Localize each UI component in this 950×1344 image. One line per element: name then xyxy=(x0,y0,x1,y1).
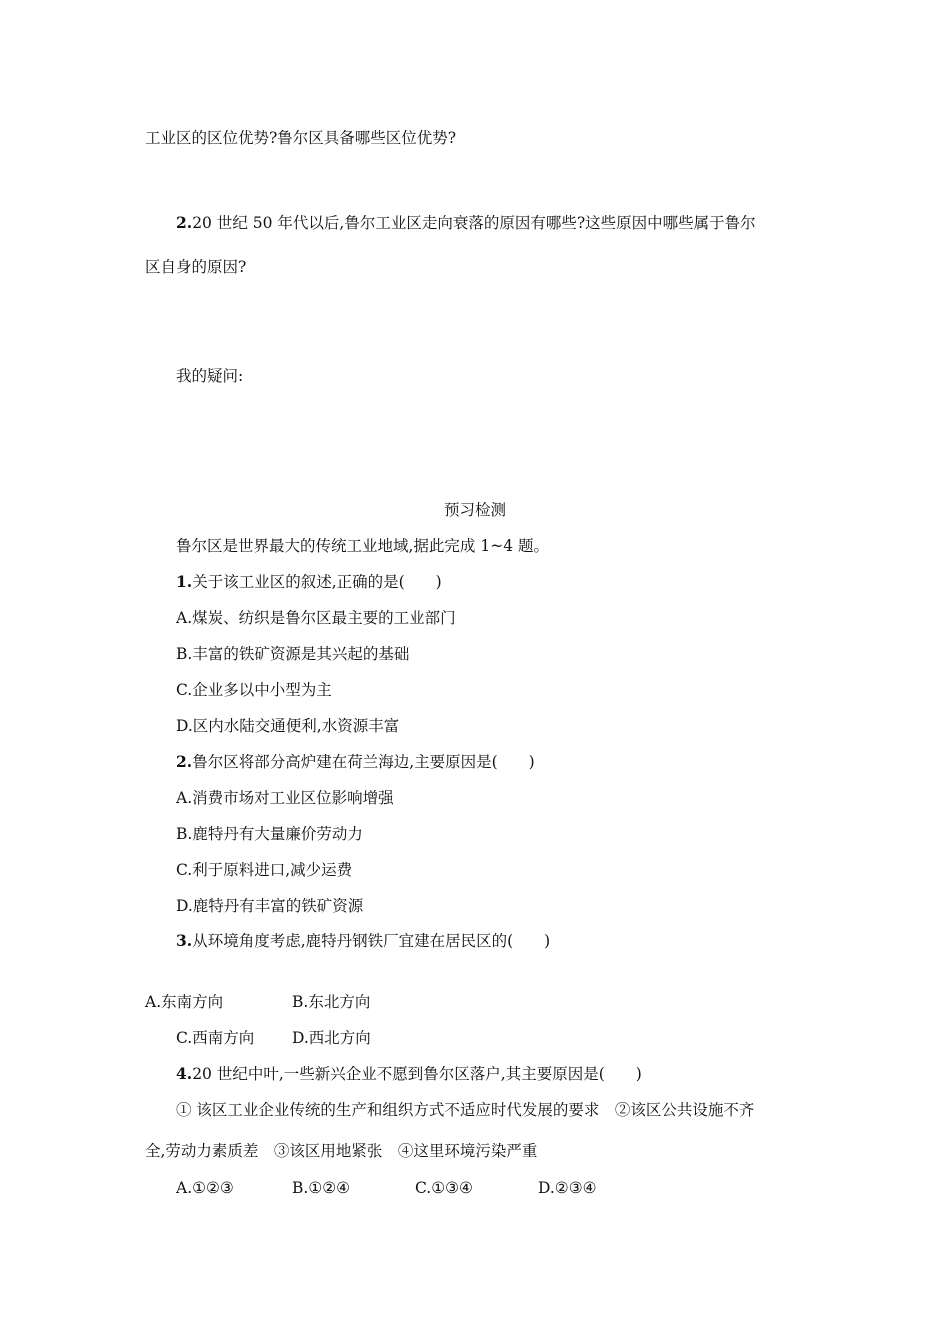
my-questions-label: 我的疑问: xyxy=(176,367,244,385)
question-3-option-a: A.东南方向 xyxy=(145,993,224,1011)
guide-line-1: 工业区的区位优势?鲁尔区具备哪些区位优势? xyxy=(145,129,457,147)
question-2-stem: 2.鲁尔区将部分高炉建在荷兰海边,主要原因是( ) xyxy=(176,752,535,771)
question-4-statements-line-2: 全,劳动力素质差 ③该区用地紧张 ④这里环境污染严重 xyxy=(145,1142,538,1160)
question-1-stem: 1.关于该工业区的叙述,正确的是( ) xyxy=(176,572,442,591)
question-1-option-b: B.丰富的铁矿资源是其兴起的基础 xyxy=(176,645,410,663)
question-4-option-a: A.①②③ xyxy=(176,1179,234,1197)
question-2-option-d: D.鹿特丹有丰富的铁矿资源 xyxy=(176,897,364,915)
question-number: 3. xyxy=(176,931,193,950)
question-4-stem: 4.20 世纪中叶,一些新兴企业不愿到鲁尔区落户,其主要原因是( ) xyxy=(176,1064,642,1083)
question-1-option-d: D.区内水陆交通便利,水资源丰富 xyxy=(176,717,400,735)
question-2-option-b: B.鹿特丹有大量廉价劳动力 xyxy=(176,825,363,843)
question-3-option-d: D.西北方向 xyxy=(292,1029,371,1047)
question-number: 2. xyxy=(176,752,193,771)
guide-question-2-continued: 区自身的原因? xyxy=(145,258,247,276)
question-number: 1. xyxy=(176,572,193,591)
intro-text: 鲁尔区是世界最大的传统工业地域,据此完成 1~4 题。 xyxy=(176,537,549,555)
question-4-statements-line-1: ① 该区工业企业传统的生产和组织方式不适应时代发展的要求 ②该区公共设施不齐 xyxy=(176,1101,755,1119)
question-3-option-c: C.西南方向 xyxy=(176,1029,255,1047)
question-4-option-c: C.①③④ xyxy=(415,1179,473,1197)
question-number: 2. xyxy=(176,213,193,232)
question-4-option-b: B.①②④ xyxy=(292,1179,351,1197)
question-2-option-a: A.消费市场对工业区位影响增强 xyxy=(176,789,394,807)
question-3-stem: 3.从环境角度考虑,鹿特丹钢铁厂宜建在居民区的( ) xyxy=(176,931,551,950)
section-title: 预习检测 xyxy=(443,501,506,519)
question-1-option-a: A.煤炭、纺织是鲁尔区最主要的工业部门 xyxy=(176,609,456,627)
question-1-option-c: C.企业多以中小型为主 xyxy=(176,681,332,699)
guide-question-2: 2.20 世纪 50 年代以后,鲁尔工业区走向衰落的原因有哪些?这些原因中哪些属于鲁尔 xyxy=(176,213,756,232)
question-2-option-c: C.利于原料进口,减少运费 xyxy=(176,861,353,879)
question-number: 4. xyxy=(176,1064,193,1083)
question-3-option-b: B.东北方向 xyxy=(292,993,371,1011)
question-4-option-d: D.②③④ xyxy=(538,1179,597,1197)
